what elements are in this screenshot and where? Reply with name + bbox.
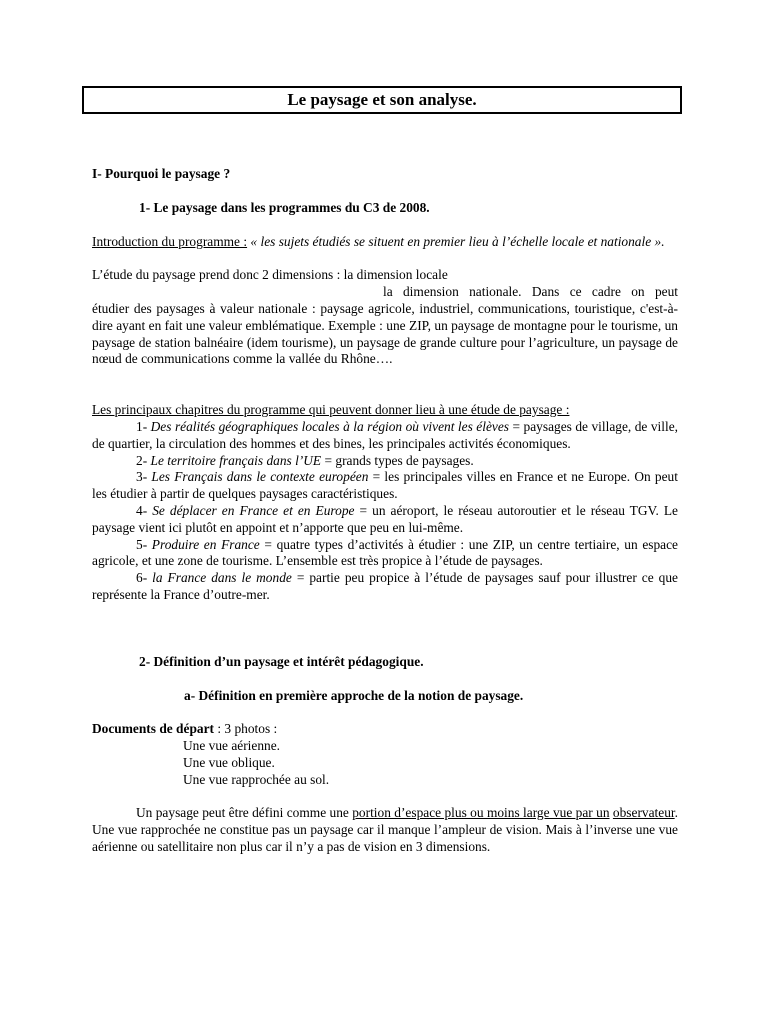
chapter-title: Les Français dans le contexte européen [151,469,369,485]
documents-list-item: Une vue oblique. [183,754,275,770]
chapters-list [92,419,678,604]
chapter-item-4 [92,503,678,537]
definition-text: Un paysage peut être défini comme une [136,805,353,820]
document-title-box [82,86,682,114]
documents-list-item: Une vue aérienne. [183,738,281,753]
chapter-description: = les principales villes en France et ne Europe. On peut les étudier à partir de quelques paysages caractéristiques. [92,469,678,502]
subsection-heading-2: 2- Définition d’un paysage et intérêt pédagogique. [139,654,424,669]
chapter-description: = partie peu propice à l’étude de paysages sauf pour illustrer ce que représente la France d’outre-mer. [92,570,678,602]
chapter-title: Se déplacer en France et en Europe [152,502,355,518]
intro-label: Introduction du programme : [92,234,248,249]
dimensions-line-2: la dimension nationale. Dans ce cadre on peut [383,284,678,299]
definition-underlined-2: observateur [612,805,675,820]
chapter-description: = quatre types d’activités à étudier : une ZIP, un centre tertiaire, un espace agricole, et une zone de tourisme. L’ensemble est très propice à l’étude de paysages. [92,536,678,569]
definition-underlined-1: portion d’espace plus ou moins large vue par un [352,805,610,820]
subsection-heading-1: 1- Le paysage dans les programmes du C3 de 2008. [139,200,430,215]
dimensions-paragraph: étudier des paysages à valeur nationale : paysage agricole, industriel, communications, touristique, c'est-à-dire ayant en fait une valeur emblématique. Exemple : une ZIP, un paysage de montagne pour le tourisme, un paysage de station balnéaire (idem tourisme), un paysage de grande culture pour l’agriculture, un paysage de nœud de communications comme la vallée du Rhône…. [92,301,678,367]
chapter-item-3 [92,469,678,503]
documents-list-item: Une vue rapprochée au sol. [183,771,330,787]
chapter-title: Des réalités géographiques locales à la région où vivent les élèves [150,419,509,434]
chapter-number: 3- [136,469,148,485]
dimensions-line-1: L’étude du paysage prend donc 2 dimensions : la dimension locale [92,267,448,282]
chapter-number: 1- [136,419,148,434]
intro-paragraph [92,234,678,251]
chapter-description: = un aéroport, le réseau autoroutier et le réseau TGV. Le paysage vient ici plutôt en appoint et n’apporte que peu en lui-même. [92,502,678,535]
chapter-item-6 [92,570,678,604]
chapter-number: 6- [136,570,148,586]
chapter-number: 2- [136,452,148,468]
documents-list [183,738,678,788]
chapter-item-1 [92,419,678,453]
section-heading: I- Pourquoi le paysage ? [92,166,231,181]
subsection-heading-2a: a- Définition en première approche de la notion de paysage. [184,688,524,703]
chapter-title: la France dans le monde [152,570,292,586]
chapter-number: 4- [136,502,148,518]
chapter-number: 5- [136,536,148,552]
chapter-item-5 [92,537,678,571]
chapter-description: = paysages de village, de ville, de quartier, la circulation des hommes et des bines, les principales activités économiques. [92,419,678,451]
intro-quote: « les sujets étudiés se situent en premier lieu à l’échelle locale et nationale ». [247,234,665,249]
definition-text-end: . Une vue rapprochée ne constitue pas un paysage car il manque l’ampleur de vision. Mais à l’inverse une vue aérienne ou satellitaire non plus car il n’y a pas de vision en 3 dimensions. [92,805,678,854]
documents-value: : 3 photos : [214,721,278,736]
chapter-title: Produire en France [151,536,260,552]
chapter-item-2 [92,453,678,470]
documents-label: Documents de départ [92,721,214,736]
chapter-description: = grands types de paysages. [321,452,474,468]
definition-paragraph [92,805,678,855]
chapters-heading: Les principaux chapitres du programme qui peuvent donner lieu à une étude de paysage : [92,402,570,417]
chapter-title: Le territoire français dans l’UE [150,452,322,468]
documents-paragraph [92,721,678,738]
document-title: Le paysage et son analyse. [287,89,477,109]
